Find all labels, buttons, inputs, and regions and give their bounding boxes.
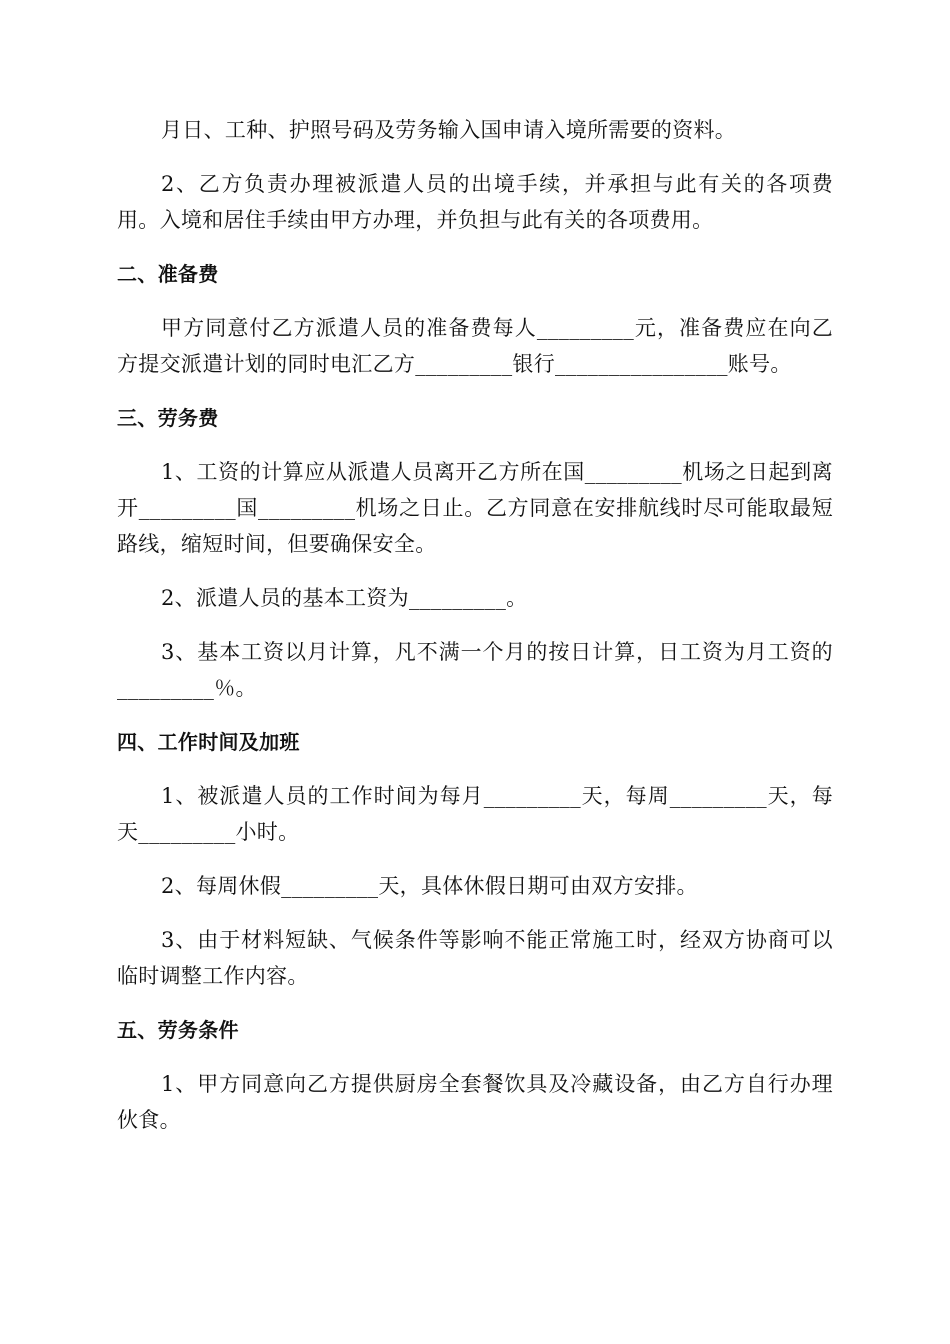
section-heading: 三、劳务费	[117, 406, 219, 430]
paragraph: 3、基本工资以月计算，凡不满一个月的按日计算，日工资为月工资的_________％。	[117, 640, 833, 700]
paragraph: 1、被派遣人员的工作时间为每月_________天，每周_________天，每天_________小时。	[117, 784, 833, 844]
paragraph: 1、甲方同意向乙方提供厨房全套餐饮具及冷藏设备，由乙方自行办理伙食。	[117, 1072, 833, 1132]
paragraph: 3、由于材料短缺、气候条件等影响不能正常施工时，经双方协商可以临时调整工作内容。	[117, 928, 833, 988]
section-heading: 四、工作时间及加班	[117, 730, 300, 754]
document-body	[117, 112, 833, 1156]
paragraph: 1、工资的计算应从派遣人员离开乙方所在国_________机场之日起到离开_________国_________机场之日止。乙方同意在安排航线时尽可能取最短路线，缩短时间，但要确保安全。	[117, 460, 833, 556]
paragraph: 2、每周休假_________天，具体休假日期可由双方安排。	[161, 874, 698, 898]
paragraph: 2、派遣人员的基本工资为_________。	[161, 586, 528, 610]
section-heading: 二、准备费	[117, 262, 219, 286]
paragraph: 月日、工种、护照号码及劳务输入国申请入境所需要的资料。	[161, 118, 737, 142]
section-heading: 五、劳务条件	[117, 1018, 239, 1042]
paragraph: 甲方同意付乙方派遣人员的准备费每人_________元，准备费应在向乙方提交派遣计划的同时电汇乙方_________银行________________账号。	[117, 316, 833, 376]
paragraph: 2、乙方负责办理被派遣人员的出境手续，并承担与此有关的各项费用。入境和居住手续由甲方办理，并负担与此有关的各项费用。	[117, 172, 833, 232]
